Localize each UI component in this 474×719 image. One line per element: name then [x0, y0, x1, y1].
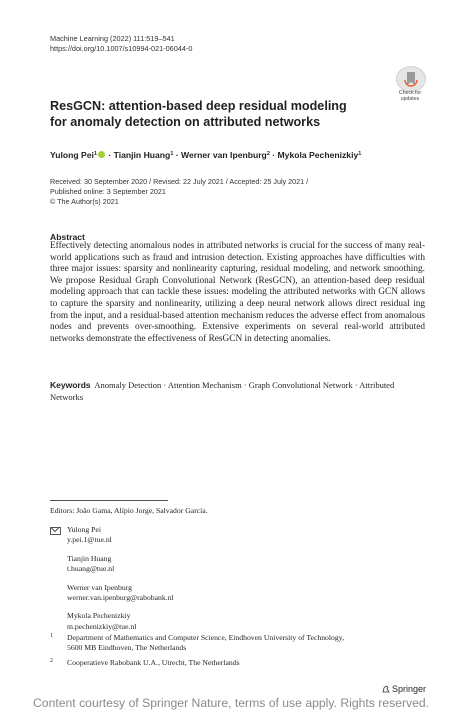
dates-line-2: Published online: 3 September 2021	[50, 187, 166, 196]
badge-line2: updates	[400, 96, 420, 102]
keywords-label: Keywords	[50, 380, 91, 390]
contact-list	[67, 525, 174, 640]
check-for-updates-badge[interactable]	[392, 66, 428, 102]
bookmark-icon	[396, 66, 426, 92]
courtesy-watermark: Content courtesy of Springer Nature, terms of use apply. Rights reserved.	[33, 696, 430, 710]
affiliation-item	[67, 658, 397, 668]
publication-dates	[50, 177, 308, 207]
dates-line-1: Received: 30 September 2020 / Revised: 22 July 2021 / Accepted: 25 July 2021 /	[50, 177, 309, 186]
contact-item	[67, 525, 174, 545]
orcid-icon[interactable]	[98, 151, 105, 158]
publisher-logo	[382, 684, 426, 694]
envelope-icon	[50, 527, 61, 535]
contact-item	[67, 611, 174, 631]
author-affiliation-mark: 2	[266, 151, 270, 157]
contact-email[interactable]: t.huang@tue.nl	[67, 564, 115, 573]
title-line-1: ResGCN: attention-based deep residual modeling	[50, 99, 347, 113]
copyright-line: © The Author(s) 2021	[50, 197, 119, 206]
contact-item	[67, 583, 174, 603]
footnote-divider	[50, 500, 168, 501]
doi-link[interactable]: https://doi.org/10.1007/s10994-021-06044-0	[50, 44, 193, 53]
author-affiliation-mark: 1	[358, 151, 362, 157]
contact-name: Yulong Pei	[67, 525, 101, 534]
keywords-section	[50, 379, 425, 403]
keywords-text: Anomaly Detection · Attention Mechanism · Graph Convolutional Network · Attributed Networks	[50, 380, 395, 402]
title-line-2: for anomaly detection on attributed networks	[50, 115, 321, 129]
author-list: Yulong Pei$^1$ · Tianjin Huang$^1$ · Werner van Ipenburg$^2$ · Mykola Pechenizkiy$^1$	[50, 150, 362, 160]
affiliation-number: 2	[50, 658, 53, 664]
author-affiliation-mark: 1	[170, 151, 174, 157]
contact-name: Werner van Ipenburg	[67, 582, 132, 592]
author-name[interactable]: Yulong Pei	[50, 150, 94, 160]
contact-email[interactable]: werner.van.ipenburg@rabobank.nl	[67, 592, 174, 602]
badge-line1: Check for	[398, 90, 422, 96]
contact-email[interactable]: y.pei.1@tue.nl	[67, 535, 112, 545]
abstract-heading: Abstract	[50, 232, 85, 242]
affiliation-line-1: Department of Mathematics and Computer Science, Eindhoven University of Technology,	[67, 633, 344, 642]
author-name[interactable]: Mykola Pechenizkiy	[277, 150, 359, 160]
paper-title	[50, 98, 410, 130]
contact-name: Mykola Pechenizkiy	[67, 611, 131, 621]
author-name[interactable]: Werner van Ipenburg	[181, 150, 267, 160]
publisher-name: Springer	[392, 684, 427, 694]
author-name[interactable]: Tianjin Huang	[113, 150, 171, 160]
contact-email[interactable]: m.pechenizkiy@tue.nl	[67, 621, 137, 631]
contact-item	[67, 554, 174, 574]
editors-note: Editors: João Gama, Alípio Jorge, Salvador García.	[50, 506, 208, 515]
journal-citation: Machine Learning (2022) 111:519–541	[50, 34, 175, 43]
springer-horse-icon	[382, 685, 390, 693]
abstract-text: Effectively detecting anomalous nodes in attributed networks is crucial for the success of many real-world applications such as fraud and intrusion detection. Existing approaches have difficulties with three major issues: sparsity and nonlinearity capturing, residual modeling, and network smoothing. We propose Residual Graph Convolutional Network (ResGCN), an attention-based deep residual modeling approach that can tackle these issues: modeling the attributed networks with GCN allows to capture the sparsity and nonlinearity, utilizing a deep neural network allows direct residual ing from the input, and a residual-based attention mechanism reduces the adverse effect from anomalous nodes and prevents over-smoothing. Extensive experiments on several real-world attributed networks demonstrate the effectiveness of ResGCN in detecting anomalies.	[50, 241, 425, 344]
author-affiliation-mark: 1	[93, 151, 97, 157]
affiliation-line-1: Cooperatieve Rabobank U.A., Utrecht, The Netherlands	[67, 658, 240, 667]
journal-header	[50, 34, 192, 54]
contact-name: Tianjin Huang	[67, 553, 112, 563]
affiliation-item	[67, 633, 397, 653]
affiliation-line-2: 5600 MB Eindhoven, The Netherlands	[67, 643, 187, 653]
affiliation-number: 1	[50, 633, 53, 639]
